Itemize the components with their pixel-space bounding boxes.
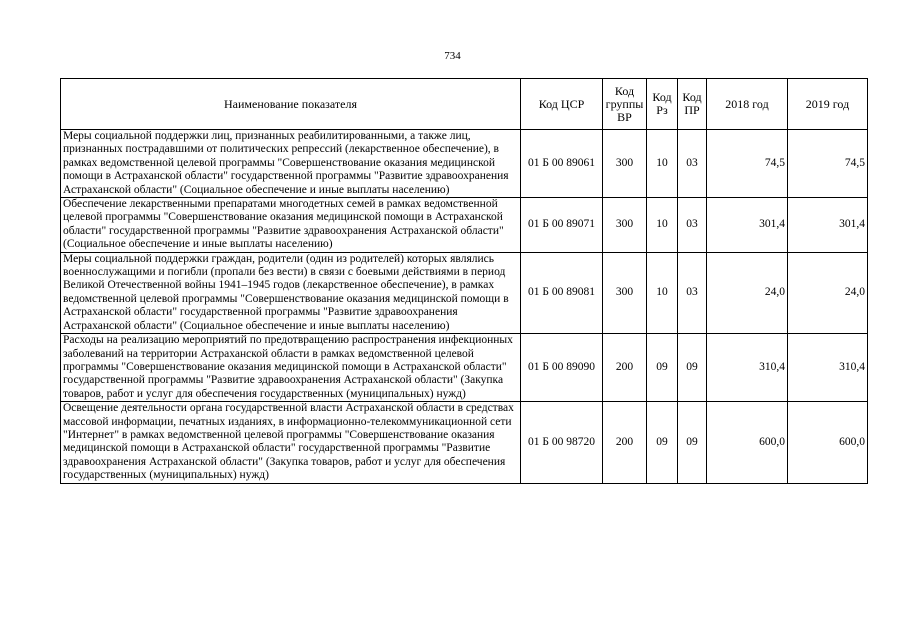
header-vr: Код группы ВР bbox=[603, 79, 647, 130]
row-name: Меры социальной поддержки лиц, признанных реабилитированными, а также лиц, признанных пострадавшими от политических репрессий (лекарственное обеспечение), в рамках ведомственной целевой программы "Совершенствование оказания медицинской помощи в Астраханской области" государственной программы "Развитие здравоохранения Астраханской области" (Социальное обеспечение и иные выплаты населению) bbox=[61, 130, 521, 198]
row-2018: 24,0 bbox=[707, 252, 788, 333]
row-2019: 301,4 bbox=[788, 198, 868, 253]
row-2018: 301,4 bbox=[707, 198, 788, 253]
row-rz: 10 bbox=[647, 130, 678, 198]
budget-table bbox=[60, 78, 868, 484]
row-pr: 03 bbox=[678, 198, 707, 253]
header-2019: 2019 год bbox=[788, 79, 868, 130]
row-vr: 300 bbox=[603, 198, 647, 253]
row-pr: 09 bbox=[678, 402, 707, 483]
row-csr: 01 Б 00 89081 bbox=[521, 252, 603, 333]
header-pr: Код ПР bbox=[678, 79, 707, 130]
row-vr: 300 bbox=[603, 252, 647, 333]
table-row bbox=[61, 198, 868, 253]
row-2018: 74,5 bbox=[707, 130, 788, 198]
row-2019: 24,0 bbox=[788, 252, 868, 333]
row-rz: 10 bbox=[647, 252, 678, 333]
table-row bbox=[61, 130, 868, 198]
table-row bbox=[61, 334, 868, 402]
row-pr: 03 bbox=[678, 252, 707, 333]
row-rz: 09 bbox=[647, 402, 678, 483]
row-2018: 600,0 bbox=[707, 402, 788, 483]
row-vr: 200 bbox=[603, 334, 647, 402]
row-csr: 01 Б 00 89071 bbox=[521, 198, 603, 253]
row-rz: 10 bbox=[647, 198, 678, 253]
row-csr: 01 Б 00 89061 bbox=[521, 130, 603, 198]
table-header-row bbox=[61, 79, 868, 130]
header-name: Наименование показателя bbox=[61, 79, 521, 130]
row-csr: 01 Б 00 98720 bbox=[521, 402, 603, 483]
row-pr: 09 bbox=[678, 334, 707, 402]
header-csr: Код ЦСР bbox=[521, 79, 603, 130]
page-number: 734 bbox=[444, 50, 461, 62]
table-row bbox=[61, 252, 868, 333]
row-name: Освещение деятельности органа государственной власти Астраханской области в средствах массовой информации, печатных изданиях, в информационно-телекоммуникационной сети "Интернет" в рамках ведомственной целевой программы "Совершенствование оказания медицинской помощи в Астраханской области" государственной программы "Развитие здравоохранения Астраханской области" (Закупка товаров, работ и услуг для обеспечения государственных (муниципальных) нужд) bbox=[61, 402, 521, 483]
header-rz: Код Рз bbox=[647, 79, 678, 130]
row-2019: 310,4 bbox=[788, 334, 868, 402]
row-vr: 300 bbox=[603, 130, 647, 198]
row-csr: 01 Б 00 89090 bbox=[521, 334, 603, 402]
row-pr: 03 bbox=[678, 130, 707, 198]
row-2018: 310,4 bbox=[707, 334, 788, 402]
header-2018: 2018 год bbox=[707, 79, 788, 130]
row-2019: 600,0 bbox=[788, 402, 868, 483]
row-name: Меры социальной поддержки граждан, родители (один из родителей) которых являлись военнослужащими и погибли (пропали без вести) в связи с боевыми действиями в период Великой Отечественной войны 1941–1945 годов (лекарственное обеспечение), в рамках ведомственной целевой программы "Совершенствование оказания медицинской помощи в Астраханской области" государственной программы "Развитие здравоохранения Астраханской области" (Социальное обеспечение и иные выплаты населению) bbox=[61, 252, 521, 333]
row-rz: 09 bbox=[647, 334, 678, 402]
table-row bbox=[61, 402, 868, 483]
row-name: Обеспечение лекарственными препаратами многодетных семей в рамках ведомственной целевой программы "Совершенствование оказания медицинской помощи в Астраханской области" государственной программы "Развитие здравоохранения Астраханской области" (Социальное обеспечение и иные выплаты населению) bbox=[61, 198, 521, 253]
row-vr: 200 bbox=[603, 402, 647, 483]
row-name: Расходы на реализацию мероприятий по предотвращению распространения инфекционных заболеваний на территории Астраханской области в рамках ведомственной целевой программы "Совершенствование оказания медицинской помощи в Астраханской области" государственной программы "Развитие здравоохранения Астраханской области" (Закупка товаров, работ и услуг для обеспечения государственных (муниципальных) нужд) bbox=[61, 334, 521, 402]
row-2019: 74,5 bbox=[788, 130, 868, 198]
